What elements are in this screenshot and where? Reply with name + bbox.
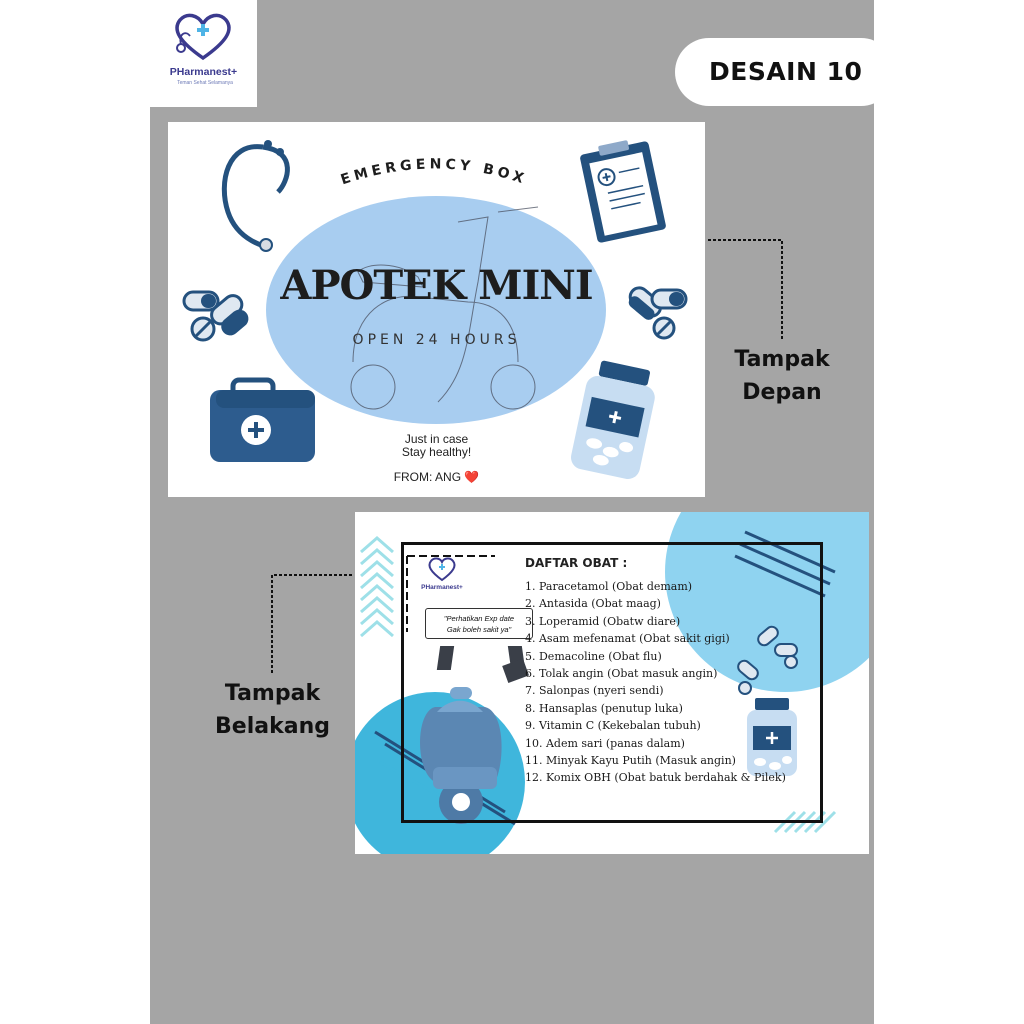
front-caption-line2: Depan bbox=[742, 380, 822, 405]
heart-stethoscope-icon bbox=[150, 0, 257, 70]
back-connector-line bbox=[266, 570, 358, 680]
back-caption-line1: Tampak bbox=[224, 681, 321, 706]
logo-brand-text: PHarmanest+ bbox=[169, 66, 238, 78]
medicine-list-item: 4. Asam mefenamat (Obat sakit gigi) bbox=[525, 632, 730, 646]
medicine-list-item: 12. Komix OBH (Obat batuk berdahak & Pilek) bbox=[525, 771, 786, 785]
medicine-list-item: 2. Antasida (Obat maag) bbox=[525, 597, 661, 611]
front-from: FROM: ANG ❤️ bbox=[393, 470, 480, 484]
front-message bbox=[168, 433, 705, 459]
note-line1: "Perhatikan Exp date bbox=[443, 614, 515, 623]
medicine-list bbox=[525, 578, 786, 787]
front-connector-line bbox=[700, 235, 790, 345]
back-view-caption bbox=[210, 677, 335, 743]
front-title: APOTEK MINI bbox=[280, 262, 593, 309]
front-message-line1: Just in case bbox=[404, 432, 469, 446]
logo-tagline: Teman Sehat Selamanya bbox=[177, 80, 233, 86]
design-number-label: DESAIN 10 bbox=[709, 57, 863, 86]
medicine-list-title: DAFTAR OBAT : bbox=[525, 556, 628, 570]
front-message-line2: Stay healthy! bbox=[401, 445, 472, 459]
medicine-list-item: 7. Salonpas (nyeri sendi) bbox=[525, 684, 664, 698]
stethoscope-icon bbox=[224, 140, 287, 251]
exp-date-note bbox=[425, 608, 533, 639]
chevrons-left-icon bbox=[361, 538, 393, 636]
medicine-list-item: 9. Vitamin C (Kekebalan tubuh) bbox=[525, 719, 701, 733]
front-card bbox=[168, 122, 705, 497]
clipboard-icon bbox=[578, 136, 666, 243]
medicine-list-item: 6. Tolak angin (Obat masuk angin) bbox=[525, 667, 718, 681]
note-line2: Gak boleh sakit ya" bbox=[446, 625, 512, 634]
front-view-caption bbox=[727, 343, 837, 409]
blue-oval bbox=[266, 196, 606, 424]
medicine-list-item: 3. Loperamid (Obatw diare) bbox=[525, 614, 681, 628]
pharmanest-logo bbox=[150, 0, 257, 107]
medicine-list-item: 5. Demacoline (Obat flu) bbox=[525, 649, 662, 663]
back-caption-line2: Belakang bbox=[215, 714, 330, 739]
medicine-list-item: 10. Adem sari (panas dalam) bbox=[525, 736, 685, 750]
medicine-list-item: 11. Minyak Kayu Putih (Masuk angin) bbox=[525, 754, 736, 768]
medicine-bottle-icon bbox=[569, 358, 661, 481]
front-subtitle: OPEN 24 HOURS bbox=[352, 332, 521, 348]
back-card bbox=[355, 512, 869, 854]
emergency-box-arc-text: EMERGENCY BOX bbox=[338, 156, 530, 189]
design-number-badge bbox=[675, 38, 895, 106]
front-caption-line1: Tampak bbox=[734, 347, 830, 372]
medicine-list-item: 1. Paracetamol (Obat demam) bbox=[525, 580, 693, 593]
mini-logo-brand: PHarmanest+ bbox=[421, 584, 463, 591]
medicine-list-item: 8. Hansaplas (penutup luka) bbox=[525, 701, 683, 715]
